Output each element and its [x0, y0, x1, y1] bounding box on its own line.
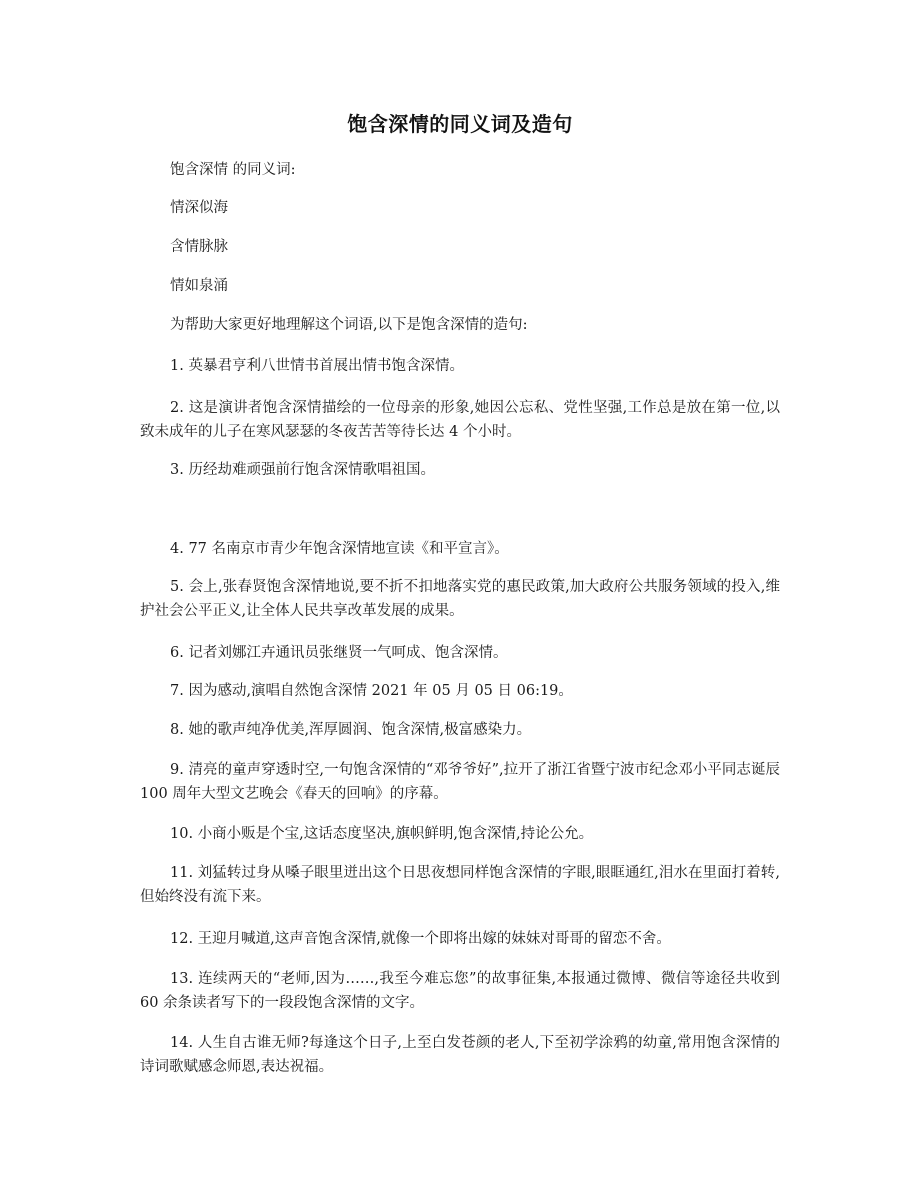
sentence-item: 10. 小商小贩是个宝,这话态度坚决,旗帜鲜明,饱含深情,持论公允。: [170, 826, 594, 842]
sentence-item: 9. 清亮的童声穿透时空,一句饱含深情的“邓爷爷好”,拉开了浙江省暨宁波市纪念邓小平同志诞辰 100 周年大型文艺晚会《春天的回响》的序幕。: [140, 762, 780, 802]
sentence-item: 13. 连续两天的“老师,因为……,我至今难忘您”的故事征集,本报通过微博、微信等途径共收到 60 余条读者写下的一段段饱含深情的文字。: [140, 971, 780, 1011]
sentence-item: 5. 会上,张春贤饱含深情地说,要不折不扣地落实党的惠民政策,加大政府公共服务领域的投入,维护社会公平正义,让全体人民共享改革发展的成果。: [140, 579, 780, 619]
document-title: 饱含深情的同义词及造句: [347, 112, 573, 136]
intro-text: 为帮助大家更好地理解这个词语,以下是饱含深情的造句:: [170, 317, 528, 333]
sentence-item: 1. 英暴君亨利八世情书首展出情书饱含深情。: [170, 358, 464, 374]
sentence-item: 3. 历经劫难顽强前行饱含深情歌唱祖国。: [170, 462, 435, 478]
sentence-item: 14. 人生自古谁无师?每逢这个日子,上至白发苍颜的老人,下至初学涂鸦的幼童,常用饱含深情的诗词歌赋感念师恩,表达祝福。: [140, 1035, 780, 1075]
sentence-item: 7. 因为感动,演唱自然饱含深情 2021 年 05 月 05 日 06:19。: [170, 683, 573, 699]
sentence-item: 11. 刘猛转过身从嗓子眼里迸出这个日思夜想同样饱含深情的字眼,眼眶通红,泪水在里面打着转,但始终没有流下来。: [140, 865, 780, 905]
sentence-item: 4. 77 名南京市青少年饱含深情地宣读《和平宣言》。: [170, 541, 509, 557]
synonym-item: 含情脉脉: [170, 239, 228, 255]
sentence-item: 6. 记者刘娜江卉通讯员张继贤一气呵成、饱含深情。: [170, 645, 508, 661]
synonym-item: 情如泉涌: [170, 278, 228, 294]
sentence-item: 12. 王迎月喊道,这声音饱含深情,就像一个即将出嫁的妹妹对哥哥的留恋不舍。: [170, 931, 671, 947]
sentence-item: 8. 她的歌声纯净优美,浑厚圆润、饱含深情,极富感染力。: [170, 722, 532, 738]
synonym-heading: 饱含深情 的同义词:: [170, 162, 296, 178]
synonym-item: 情深似海: [170, 200, 228, 216]
sentence-item: 2. 这是演讲者饱含深情描绘的一位母亲的形象,她因公忘私、党性坚强,工作总是放在第一位,以致未成年的儿子在寒风瑟瑟的冬夜苦苦等待长达 4 个小时。: [140, 400, 780, 440]
